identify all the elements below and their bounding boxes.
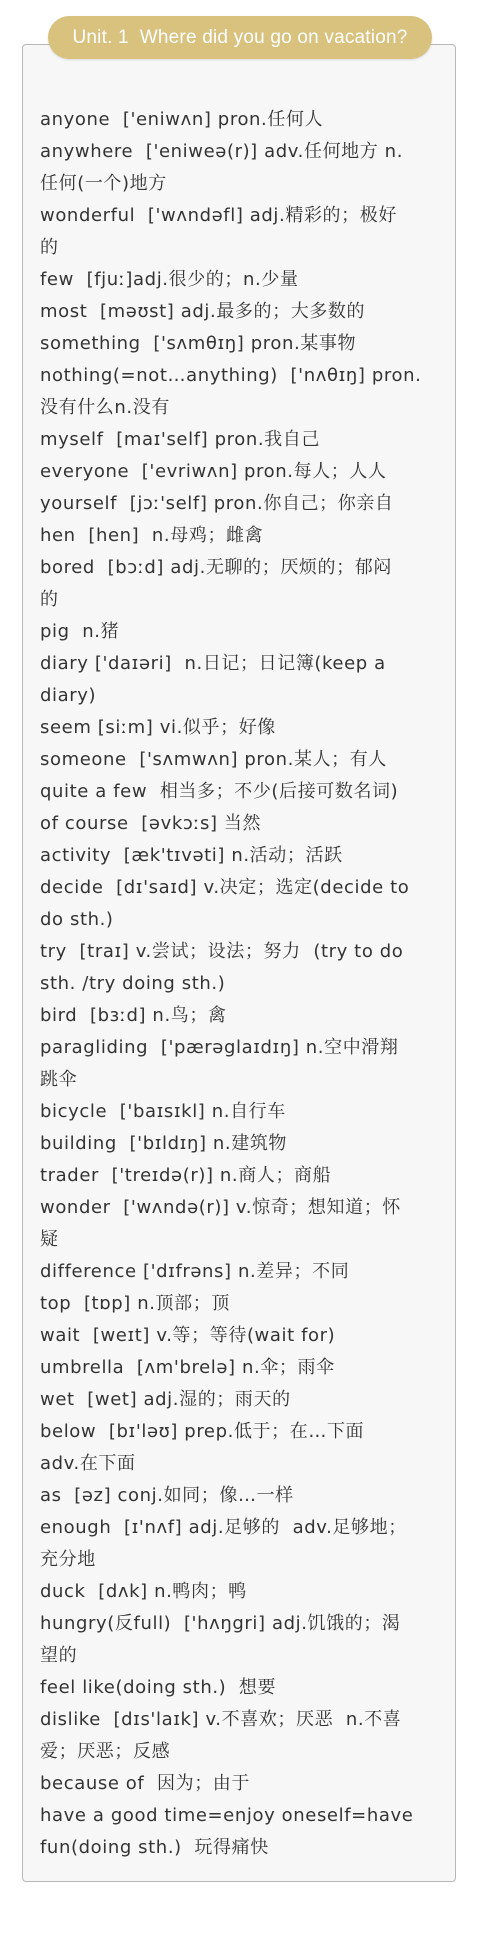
vocab-entry [40, 520, 438, 552]
vocab-entry [40, 1320, 438, 1352]
vocab-entry-line: try [traɪ] v.尝试；设法；努力 (try to do [40, 941, 404, 962]
vocab-entry [40, 136, 438, 200]
vocab-entry [40, 1288, 438, 1320]
vocab-entry-line: umbrella [ʌm'brelə] n.伞；雨伞 [40, 1357, 335, 1378]
vocab-entry-line: yourself [jɔː'self] pron.你自己；你亲自 [40, 493, 394, 514]
vocab-entry [40, 744, 438, 776]
vocab-entry [40, 488, 438, 520]
vocab-entry-line: hen [hen] n.母鸡；雌禽 [40, 525, 264, 546]
vocab-entry [40, 1384, 438, 1416]
vocab-entry-line: someone ['sʌmwʌn] pron.某人；有人 [40, 749, 387, 770]
vocab-entry-line: diary) [40, 685, 97, 706]
vocab-entry [40, 1000, 438, 1032]
vocab-entry-line: anyone ['eniwʌn] pron.任何人 [40, 109, 324, 130]
vocab-entry [40, 1352, 438, 1384]
vocab-entry [40, 1256, 438, 1288]
vocab-entry-line: decide [dɪ'saɪd] v.决定；选定(decide to [40, 877, 410, 898]
vocab-entry-line: 望的 [40, 1645, 78, 1666]
vocab-entry-line: 没有什么n.没有 [40, 397, 170, 418]
vocab-entry [40, 1672, 438, 1704]
vocab-entry-line: something ['sʌmθɪŋ] pron.某事物 [40, 333, 357, 354]
vocab-entry-line: hungry(反full) ['hʌŋgri] adj.饥饿的；渴 [40, 1613, 401, 1634]
vocab-entry-line: everyone ['evriwʌn] pron.每人；人人 [40, 461, 387, 482]
vocab-entry-line: diary ['daɪəri] n.日记；日记簿(keep a [40, 653, 386, 674]
vocab-entry-line: adv.在下面 [40, 1453, 136, 1474]
vocab-entry-line: 任何(一个)地方 [40, 173, 167, 194]
vocab-entry-line: seem [siːm] vi.似乎；好像 [40, 717, 276, 738]
vocab-entry-line: myself [maɪ'self] pron.我自己 [40, 429, 320, 450]
vocab-entry-line: 充分地 [40, 1549, 96, 1570]
vocab-entry [40, 424, 438, 456]
vocab-entry [40, 1480, 438, 1512]
unit-title: Unit. 1 Where did you go on vacation? [72, 26, 408, 48]
vocab-entry-line: quite a few 相当多；不少(后接可数名词) [40, 781, 399, 802]
vocab-entry-line: most [məʊst] adj.最多的；大多数的 [40, 301, 366, 322]
vocab-entry [40, 1512, 438, 1576]
vocab-entry [40, 360, 438, 424]
vocab-entry [40, 328, 438, 360]
vocab-entry-line: trader ['treɪdə(r)] n.商人；商船 [40, 1165, 332, 1186]
vocab-entry [40, 104, 438, 136]
vocab-entry-line: enough [ɪ'nʌf] adj.足够的 adv.足够地； [40, 1517, 407, 1538]
vocab-entry-line: activity [æk'tɪvəti] n.活动；活跃 [40, 845, 343, 866]
vocab-entry [40, 840, 438, 872]
vocab-entry [40, 1128, 438, 1160]
vocab-entry-line: feel like(doing sth.) 想要 [40, 1677, 277, 1698]
vocab-entry-line: bored [bɔːd] adj.无聊的；厌烦的；郁闷 [40, 557, 392, 578]
vocab-entry-line: building ['bɪldɪŋ] n.建筑物 [40, 1133, 288, 1154]
vocab-entry-line: fun(doing sth.) 玩得痛快 [40, 1837, 269, 1858]
vocab-entry [40, 296, 438, 328]
vocab-entry-line: dislike [dɪs'laɪk] v.不喜欢；厌恶 n.不喜 [40, 1709, 402, 1730]
vocab-entry [40, 552, 438, 616]
vocab-entry-line: because of 因为；由于 [40, 1773, 251, 1794]
vocab-entry [40, 1576, 438, 1608]
vocab-entry [40, 200, 438, 264]
vocab-entry [40, 936, 438, 1000]
vocab-entry-line: have a good time=enjoy oneself=have [40, 1805, 414, 1826]
vocab-entry [40, 648, 438, 712]
vocab-entry-line: nothing(=not…anything) ['nʌθɪŋ] pron. [40, 365, 422, 386]
vocab-entry-line: sth. /try doing sth.) [40, 973, 226, 994]
vocab-entry [40, 1704, 438, 1768]
vocab-entry-line: of course [əvkɔːs] 当然 [40, 813, 262, 834]
vocab-entry-line: few [fjuː]adj.很少的；n.少量 [40, 269, 299, 290]
vocab-entry-line: bicycle ['baɪsɪkl] n.自行车 [40, 1101, 286, 1122]
vocab-entry-line: pig n.猪 [40, 621, 120, 642]
vocab-entry [40, 264, 438, 296]
vocab-entry [40, 1032, 438, 1096]
vocab-entry [40, 1160, 438, 1192]
vocab-entry-line: top [tɒp] n.顶部；顶 [40, 1293, 230, 1314]
vocab-entry [40, 808, 438, 840]
vocab-entry-line: paragliding ['pærəglaɪdɪŋ] n.空中滑翔 [40, 1037, 399, 1058]
vocab-entry-line: wonder ['wʌndə(r)] v.惊奇；想知道；怀 [40, 1197, 401, 1218]
vocab-entry [40, 1192, 438, 1256]
vocab-entry-line: do sth.) [40, 909, 114, 930]
vocab-entry-line: duck [dʌk] n.鸭肉；鸭 [40, 1581, 247, 1602]
vocab-entry [40, 712, 438, 744]
vocab-entry [40, 1608, 438, 1672]
vocab-entry [40, 1800, 438, 1864]
vocab-entry-line: anywhere ['eniweə(r)] adv.任何地方 n. [40, 141, 404, 162]
vocab-entry-line: as [əz] conj.如同；像…一样 [40, 1485, 294, 1506]
vocab-entry-line: 的 [40, 589, 59, 610]
vocab-entry [40, 1768, 438, 1800]
vocab-entry-line: wet [wet] adj.湿的；雨天的 [40, 1389, 291, 1410]
vocab-entry-line: 疑 [40, 1229, 59, 1250]
vocab-entry-line: wait [weɪt] v.等；等待(wait for) [40, 1325, 336, 1346]
vocab-entry [40, 456, 438, 488]
vocab-entry-line: below [bɪ'ləʊ] prep.低于；在…下面 [40, 1421, 365, 1442]
vocab-entry [40, 1096, 438, 1128]
vocab-entry-line: difference ['dɪfrəns] n.差异；不同 [40, 1261, 350, 1282]
vocab-entry-line: bird [bɜːd] n.鸟；禽 [40, 1005, 227, 1026]
vocab-entry [40, 776, 438, 808]
vocab-entry-line: 爱；厌恶；反感 [40, 1741, 171, 1762]
vocab-entry [40, 872, 438, 936]
unit-title-banner [48, 16, 432, 59]
vocab-entry [40, 1416, 438, 1480]
vocabulary-list [40, 104, 438, 1864]
vocab-entry-line: 的 [40, 237, 59, 258]
vocab-entry-line: wonderful ['wʌndəfl] adj.精彩的；极好 [40, 205, 397, 226]
vocab-entry-line: 跳伞 [40, 1069, 78, 1090]
vocab-entry [40, 616, 438, 648]
